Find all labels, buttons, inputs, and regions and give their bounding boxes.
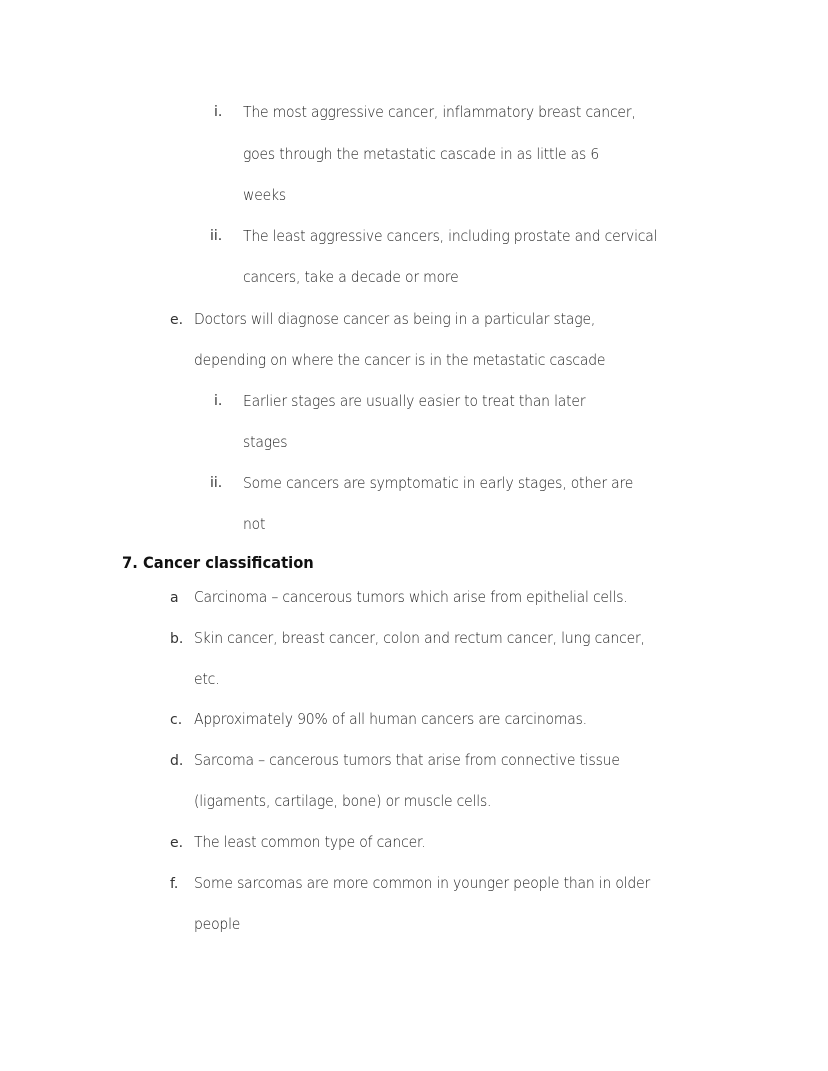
list-marker: i.	[214, 104, 223, 120]
list-item-line: weeks	[243, 186, 286, 204]
list-item-line: stages	[243, 433, 288, 451]
list-marker: i.	[214, 393, 223, 409]
list-item-line: cancers, take a decade or more	[243, 268, 459, 286]
list-item-line: goes through the metastatic cascade in as little as 6	[243, 145, 600, 163]
list-marker: ii.	[210, 228, 223, 244]
list-item-line: The least common type of cancer.	[194, 833, 426, 851]
list-item-line: Sarcoma – cancerous tumors that arise from connective tissue	[194, 751, 620, 769]
list-item-line: depending on where the cancer is in the metastatic cascade	[194, 351, 606, 369]
list-marker: ii.	[210, 475, 223, 491]
list-item-line: not	[243, 515, 266, 533]
list-item-line: Approximately 90% of all human cancers are carcinomas.	[194, 710, 587, 728]
list-marker: e.	[170, 312, 184, 328]
list-item-line: Some cancers are symptomatic in early stages, other are	[243, 474, 634, 492]
list-item-line: Some sarcomas are more common in younger people than in older	[194, 874, 651, 892]
list-marker: d.	[170, 753, 184, 769]
list-marker: f.	[170, 876, 179, 892]
list-marker: a	[170, 590, 179, 606]
list-marker: b.	[170, 631, 184, 647]
list-item-line: people	[194, 915, 241, 933]
list-item-line: Doctors will diagnose cancer as being in a particular stage,	[194, 310, 596, 328]
list-item-line: The least aggressive cancers, including prostate and cervical	[243, 227, 658, 245]
list-item-line: (ligaments, cartilage, bone) or muscle cells.	[194, 792, 492, 810]
list-item-line: Skin cancer, breast cancer, colon and rectum cancer, lung cancer,	[194, 629, 645, 647]
list-marker: c.	[170, 712, 183, 728]
list-marker: e.	[170, 835, 184, 851]
section-heading: 7. Cancer classification	[122, 553, 314, 572]
list-item-line: The most aggressive cancer, inflammatory breast cancer,	[243, 103, 636, 121]
list-item-line: Earlier stages are usually easier to treat than later	[243, 392, 586, 410]
list-item-line: etc.	[194, 670, 220, 688]
list-item-line: Carcinoma – cancerous tumors which arise from epithelial cells.	[194, 588, 628, 606]
